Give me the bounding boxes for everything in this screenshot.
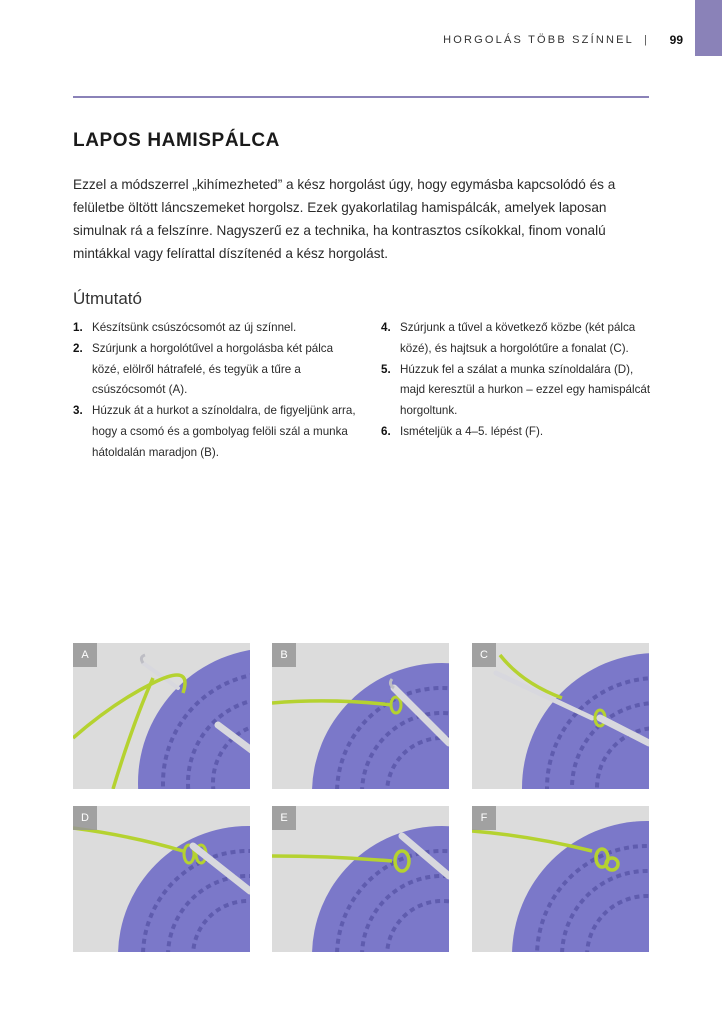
instructions-heading: Útmutató [73, 289, 142, 308]
step-item [381, 318, 656, 360]
step-item [381, 360, 656, 422]
step-item [73, 401, 363, 463]
steps-right-column [381, 318, 656, 443]
running-head: HORGOLÁS TÖBB SZÍNNEL [443, 34, 634, 46]
photo-label-badge: C [472, 643, 496, 667]
crochet-step-illustration [73, 806, 250, 952]
step-item [381, 422, 656, 443]
step-number: 5. [381, 362, 391, 376]
page-number: 99 [669, 33, 683, 47]
step-photo-e [272, 806, 449, 952]
steps-left-column [73, 318, 363, 464]
step-number: 2. [73, 341, 83, 355]
step-photo-d [73, 806, 250, 952]
crochet-step-illustration [472, 806, 649, 952]
photo-label-badge: D [73, 806, 97, 830]
step-text: Húzzuk át a hurkot a színoldalra, de figyeljünk arra, hogy a csomó és a gombolyag felöli szál a munka hátoldalán maradjon (B). [92, 404, 356, 459]
step-text: Készítsünk csúszócsomót az új színnel. [92, 321, 297, 334]
step-photo-f [472, 806, 649, 952]
step-number: 4. [381, 321, 391, 334]
step-photo-b [272, 643, 449, 789]
step-photo-c [472, 643, 649, 789]
step-number: 1. [73, 321, 83, 334]
step-number: 3. [73, 404, 83, 418]
step-text: Szúrjunk a horgolótűvel a horgolásba két pálca közé, elölről hátrafelé, és tegyük a tűre a csúszócsomót (A). [92, 341, 334, 397]
photo-label-badge: B [272, 643, 296, 667]
step-text: Húzzuk fel a szálat a munka színoldalára (D), majd keresztül a hurkon – ezzel egy hamispálcát horgoltunk. [400, 362, 651, 418]
photo-label-badge: F [472, 806, 496, 830]
crochet-step-illustration [472, 643, 649, 789]
step-number: 6. [381, 424, 391, 438]
running-head-separator: | [644, 34, 647, 46]
step-item [73, 318, 363, 339]
crochet-step-illustration [272, 643, 449, 789]
crochet-step-illustration [73, 643, 250, 789]
intro-paragraph: Ezzel a módszerrel „kihímezheted” a kész horgolást úgy, hogy egymásba kapcsolódó és a felületbe öltött láncszemeket horgolsz. Ezek gyakorlatilag hamispálcák, amelyek laposan simulnak rá a felszínre. Nagyszerű ez a technika, ha kontrasztos csíkokkal, finom vonalú mintákkal vagy felírattal díszítenéd a kész horgolást. [73, 177, 616, 261]
step-photo-a [73, 643, 250, 789]
photo-label-badge: E [272, 806, 296, 830]
header-rule [73, 96, 649, 98]
step-item [73, 339, 363, 401]
photo-label-badge: A [73, 643, 97, 667]
section-title: LAPOS HAMISPÁLCA [73, 130, 280, 151]
step-text: Szúrjunk a tűvel a következő közbe (két pálca közé), és hajtsuk a horgolótűre a fonalat (C). [400, 321, 636, 355]
step-text: Ismételjük a 4–5. lépést (F). [400, 424, 544, 438]
crochet-step-illustration [272, 806, 449, 952]
page-tab-marker [695, 0, 722, 56]
